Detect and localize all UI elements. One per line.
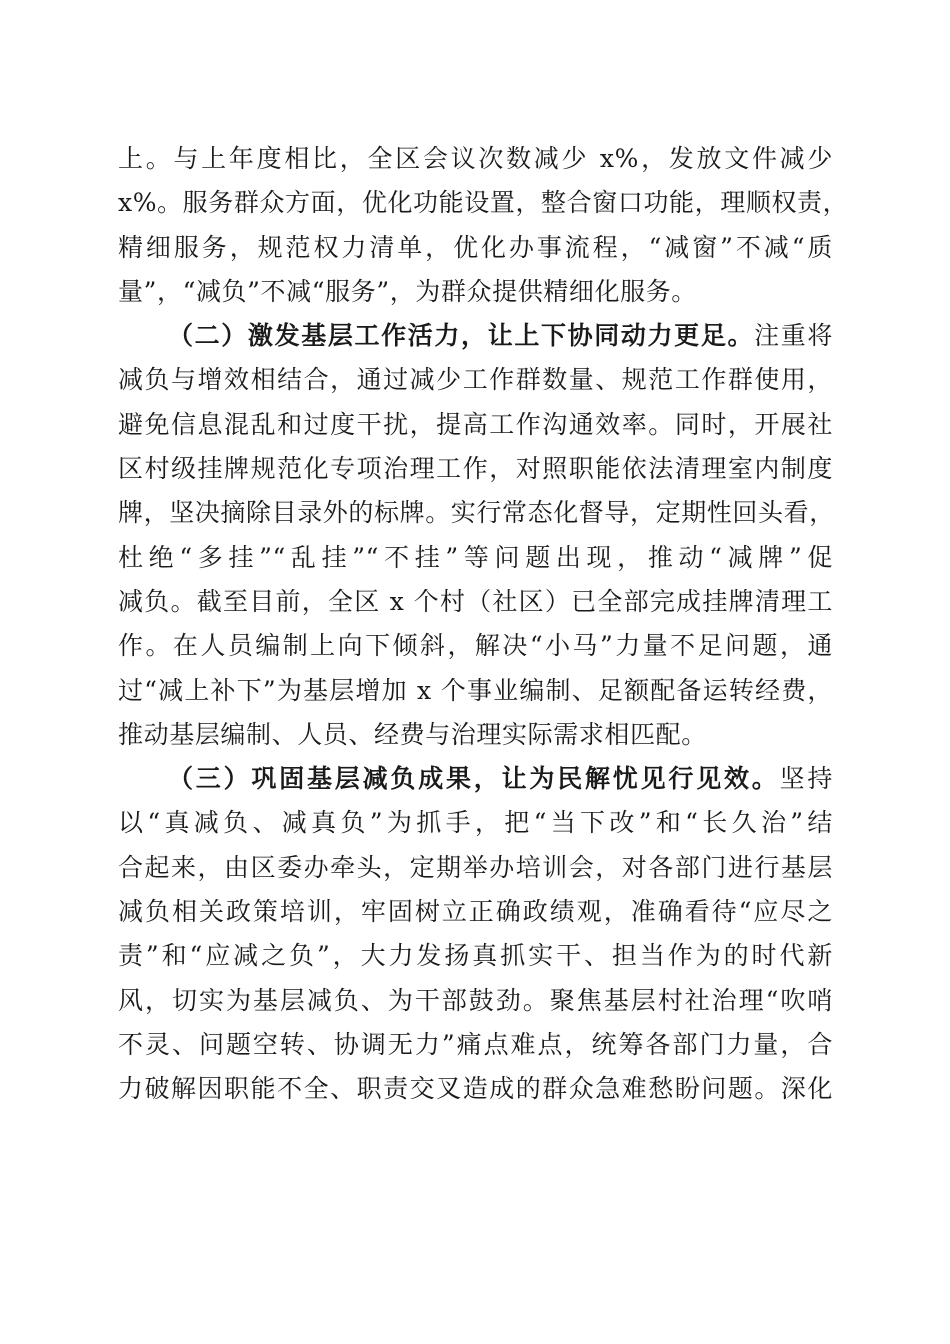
text-line: x%。服务群众方面，优化功能设置，整合窗口功能，理顺权责， <box>118 188 849 218</box>
text-line: 责”和“应减之负”，大力发扬真抓实干、担当作为的时代新 <box>118 941 833 971</box>
paragraph-first-line <box>118 314 833 358</box>
text-line: 杜绝“多挂”“乱挂”“不挂”等问题出现，推动“减牌”促 <box>118 542 833 572</box>
paragraph-3 <box>118 757 833 1111</box>
text-line: 减负相关政策培训，牢固树立正确政绩观，准确看待“应尽之 <box>118 897 833 927</box>
text-line: 区村级挂牌规范化专项治理工作，对照职能依法清理室内制度 <box>118 454 833 484</box>
text-line: 量”，“减负”不减“服务”，为群众提供精细化服务。 <box>118 276 697 306</box>
paragraph-2 <box>118 314 833 757</box>
section-heading: （三）巩固基层减负成果，让为民解忧见行见效。 <box>168 764 780 794</box>
text-line: 不灵、问题空转、协调无力”痛点难点，统筹各部门力量，合 <box>118 1029 833 1059</box>
text-line: 减负。截至目前，全区 x 个村（社区）已全部完成挂牌清理工 <box>118 586 833 616</box>
text-line: 过“减上补下”为基层增加 x 个事业编制、足额配备运转经费， <box>118 675 833 705</box>
text-line: 避免信息混乱和过度干扰，提高工作沟通效率。同时，开展社 <box>118 409 833 439</box>
text-line: 以“真减负、减真负”为抓手，把“当下改”和“长久治”结 <box>118 808 833 838</box>
text-line: 牌，坚决摘除目录外的标牌。实行常态化督导，定期性回头看， <box>118 498 835 528</box>
paragraph-1 <box>118 137 849 314</box>
text-line: 减负与增效相结合，通过减少工作群数量、规范工作群使用， <box>118 365 833 395</box>
text-line: 作。在人员编制上向下倾斜，解决“小马”力量不足问题，通 <box>118 631 833 661</box>
text-line: 风，切实为基层减负、为干部鼓劲。聚焦基层村社治理“吹哨 <box>118 985 833 1015</box>
text-line: 上。与上年度相比，全区会议次数减少 x%，发放文件减少 <box>118 144 833 173</box>
text-fragment: 注重将 <box>754 321 833 351</box>
text-line: 精细服务，规范权力清单，优化办事流程，“减窗”不减“质 <box>118 232 833 262</box>
section-heading: （二）激发基层工作活力，让上下协同动力更足。 <box>168 321 755 351</box>
text-fragment: 坚持 <box>779 764 834 794</box>
body-text <box>118 137 849 1112</box>
text-line: 推动基层编制、人员、经费与治理实际需求相匹配。 <box>118 719 707 749</box>
paragraph-first-line <box>118 757 833 801</box>
text-line: 力破解因职能不全、职责交叉造成的群众急难愁盼问题。深化 <box>118 1074 833 1104</box>
text-line: 合起来，由区委办牵头，定期举办培训会，对各部门进行基层 <box>118 852 833 882</box>
